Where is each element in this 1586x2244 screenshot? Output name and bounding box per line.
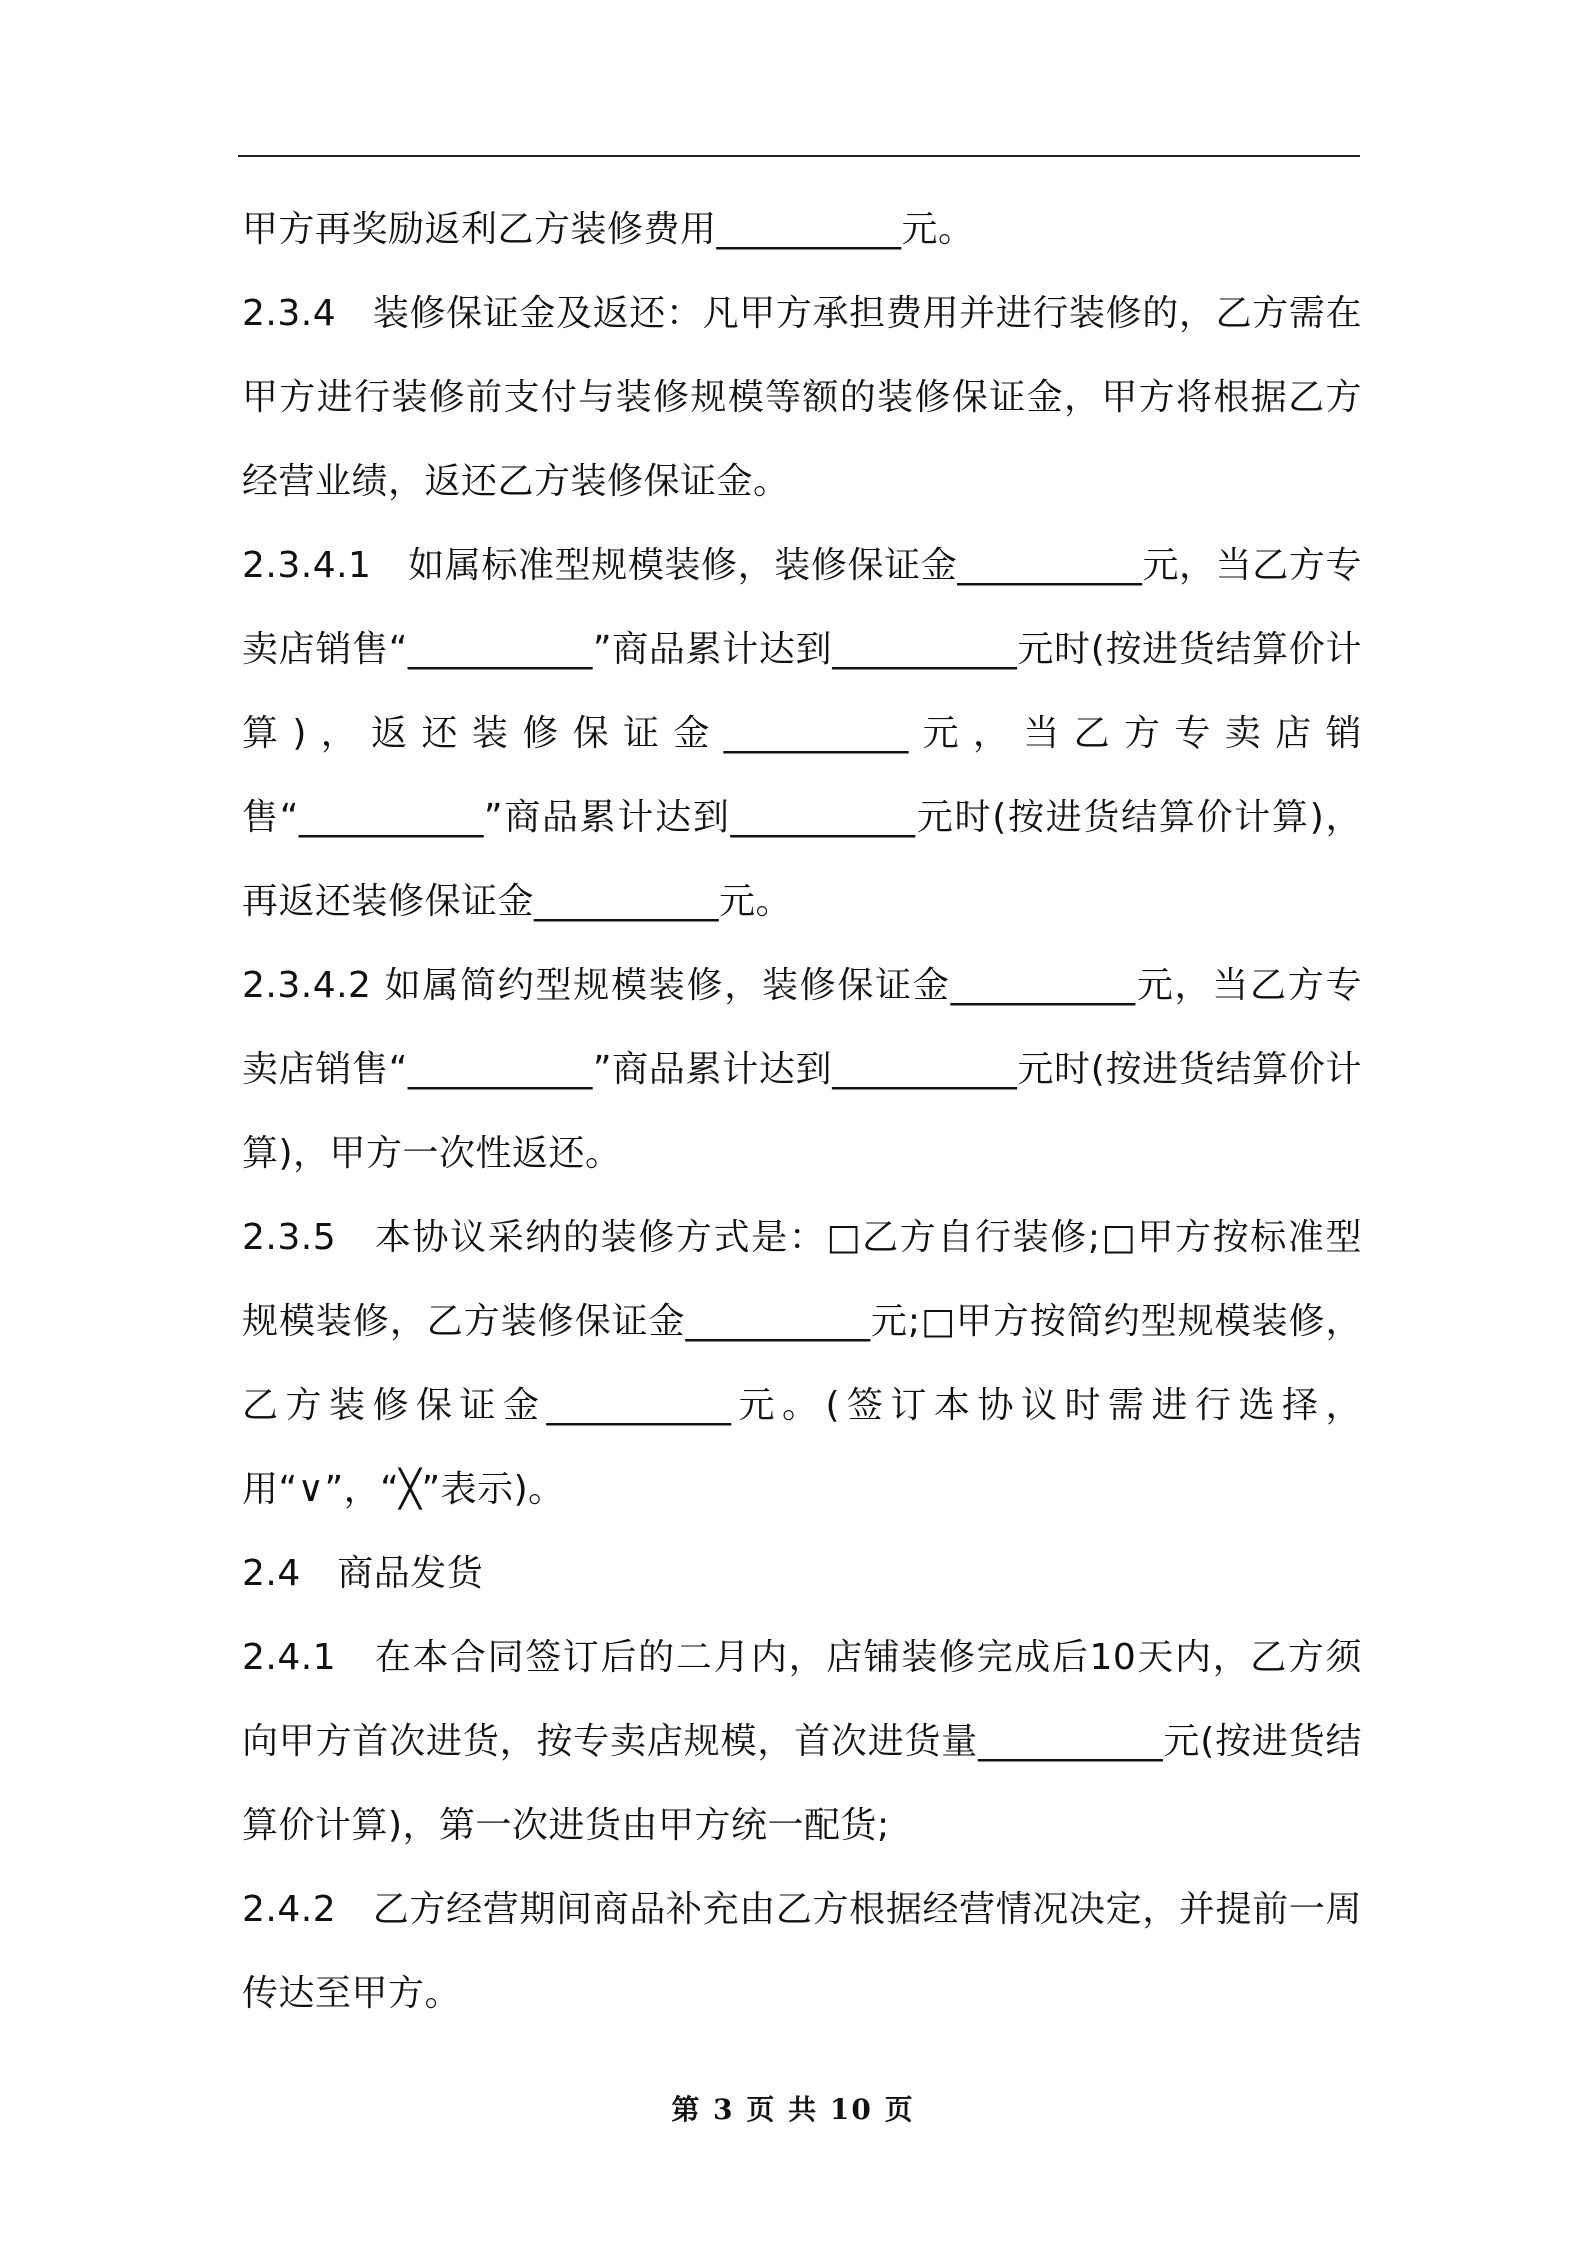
paragraph-2-3-4: 2.3.4 装修保证金及返还：凡甲方承担费用并进行装修的，乙方需在甲方进行装修前支付与装修规模等额的装修保证金，甲方将根据乙方经营业绩，返还乙方装修保证金。 <box>242 293 1362 502</box>
section-heading-2-4: 2.4 商品发货 <box>242 1553 484 1594</box>
page-number-footer: 第 3 页 共 10 页 <box>671 2093 915 2126</box>
header-rule <box>238 155 1360 157</box>
paragraph-2-3-4-2: 2.3.4.2 如属简约型规模装修，装修保证金__________元，当乙方专卖店销售“__________”商品累计达到__________元时(按进货结算价计算)，甲方一次性返还。 <box>242 965 1362 1174</box>
paragraph-2-3-5: 2.3.5 本协议采纳的装修方式是：□乙方自行装修;□甲方按标准型规模装修，乙方装修保证金__________元;□甲方按简约型规模装修，乙方装修保证金__________元。(签订本协议时需进行选择，用“∨”，“╳”表示)。 <box>242 1217 1362 1510</box>
paragraph-2-4-1: 2.4.1 在本合同签订后的二月内，店铺装修完成后10天内，乙方须向甲方首次进货，按专卖店规模，首次进货量__________元(按进货结算价计算)，第一次进货由甲方统一配货; <box>242 1637 1362 1846</box>
document-body <box>242 188 1362 2036</box>
paragraph-2-3-4-1: 2.3.4.1 如属标准型规模装修，装修保证金__________元，当乙方专卖店销售“__________”商品累计达到__________元时(按进货结算价计算)，返还装修保证金__________元，当乙方专卖店销售“__________”商品累计达到__________元时(按进货结算价计算)，再返还装修保证金__________元。 <box>242 545 1362 922</box>
paragraph-reward-continuation: 甲方再奖励返利乙方装修费用__________元。 <box>242 209 975 250</box>
paragraph-2-4-2: 2.4.2 乙方经营期间商品补充由乙方根据经营情况决定，并提前一周传达至甲方。 <box>242 1889 1362 2014</box>
